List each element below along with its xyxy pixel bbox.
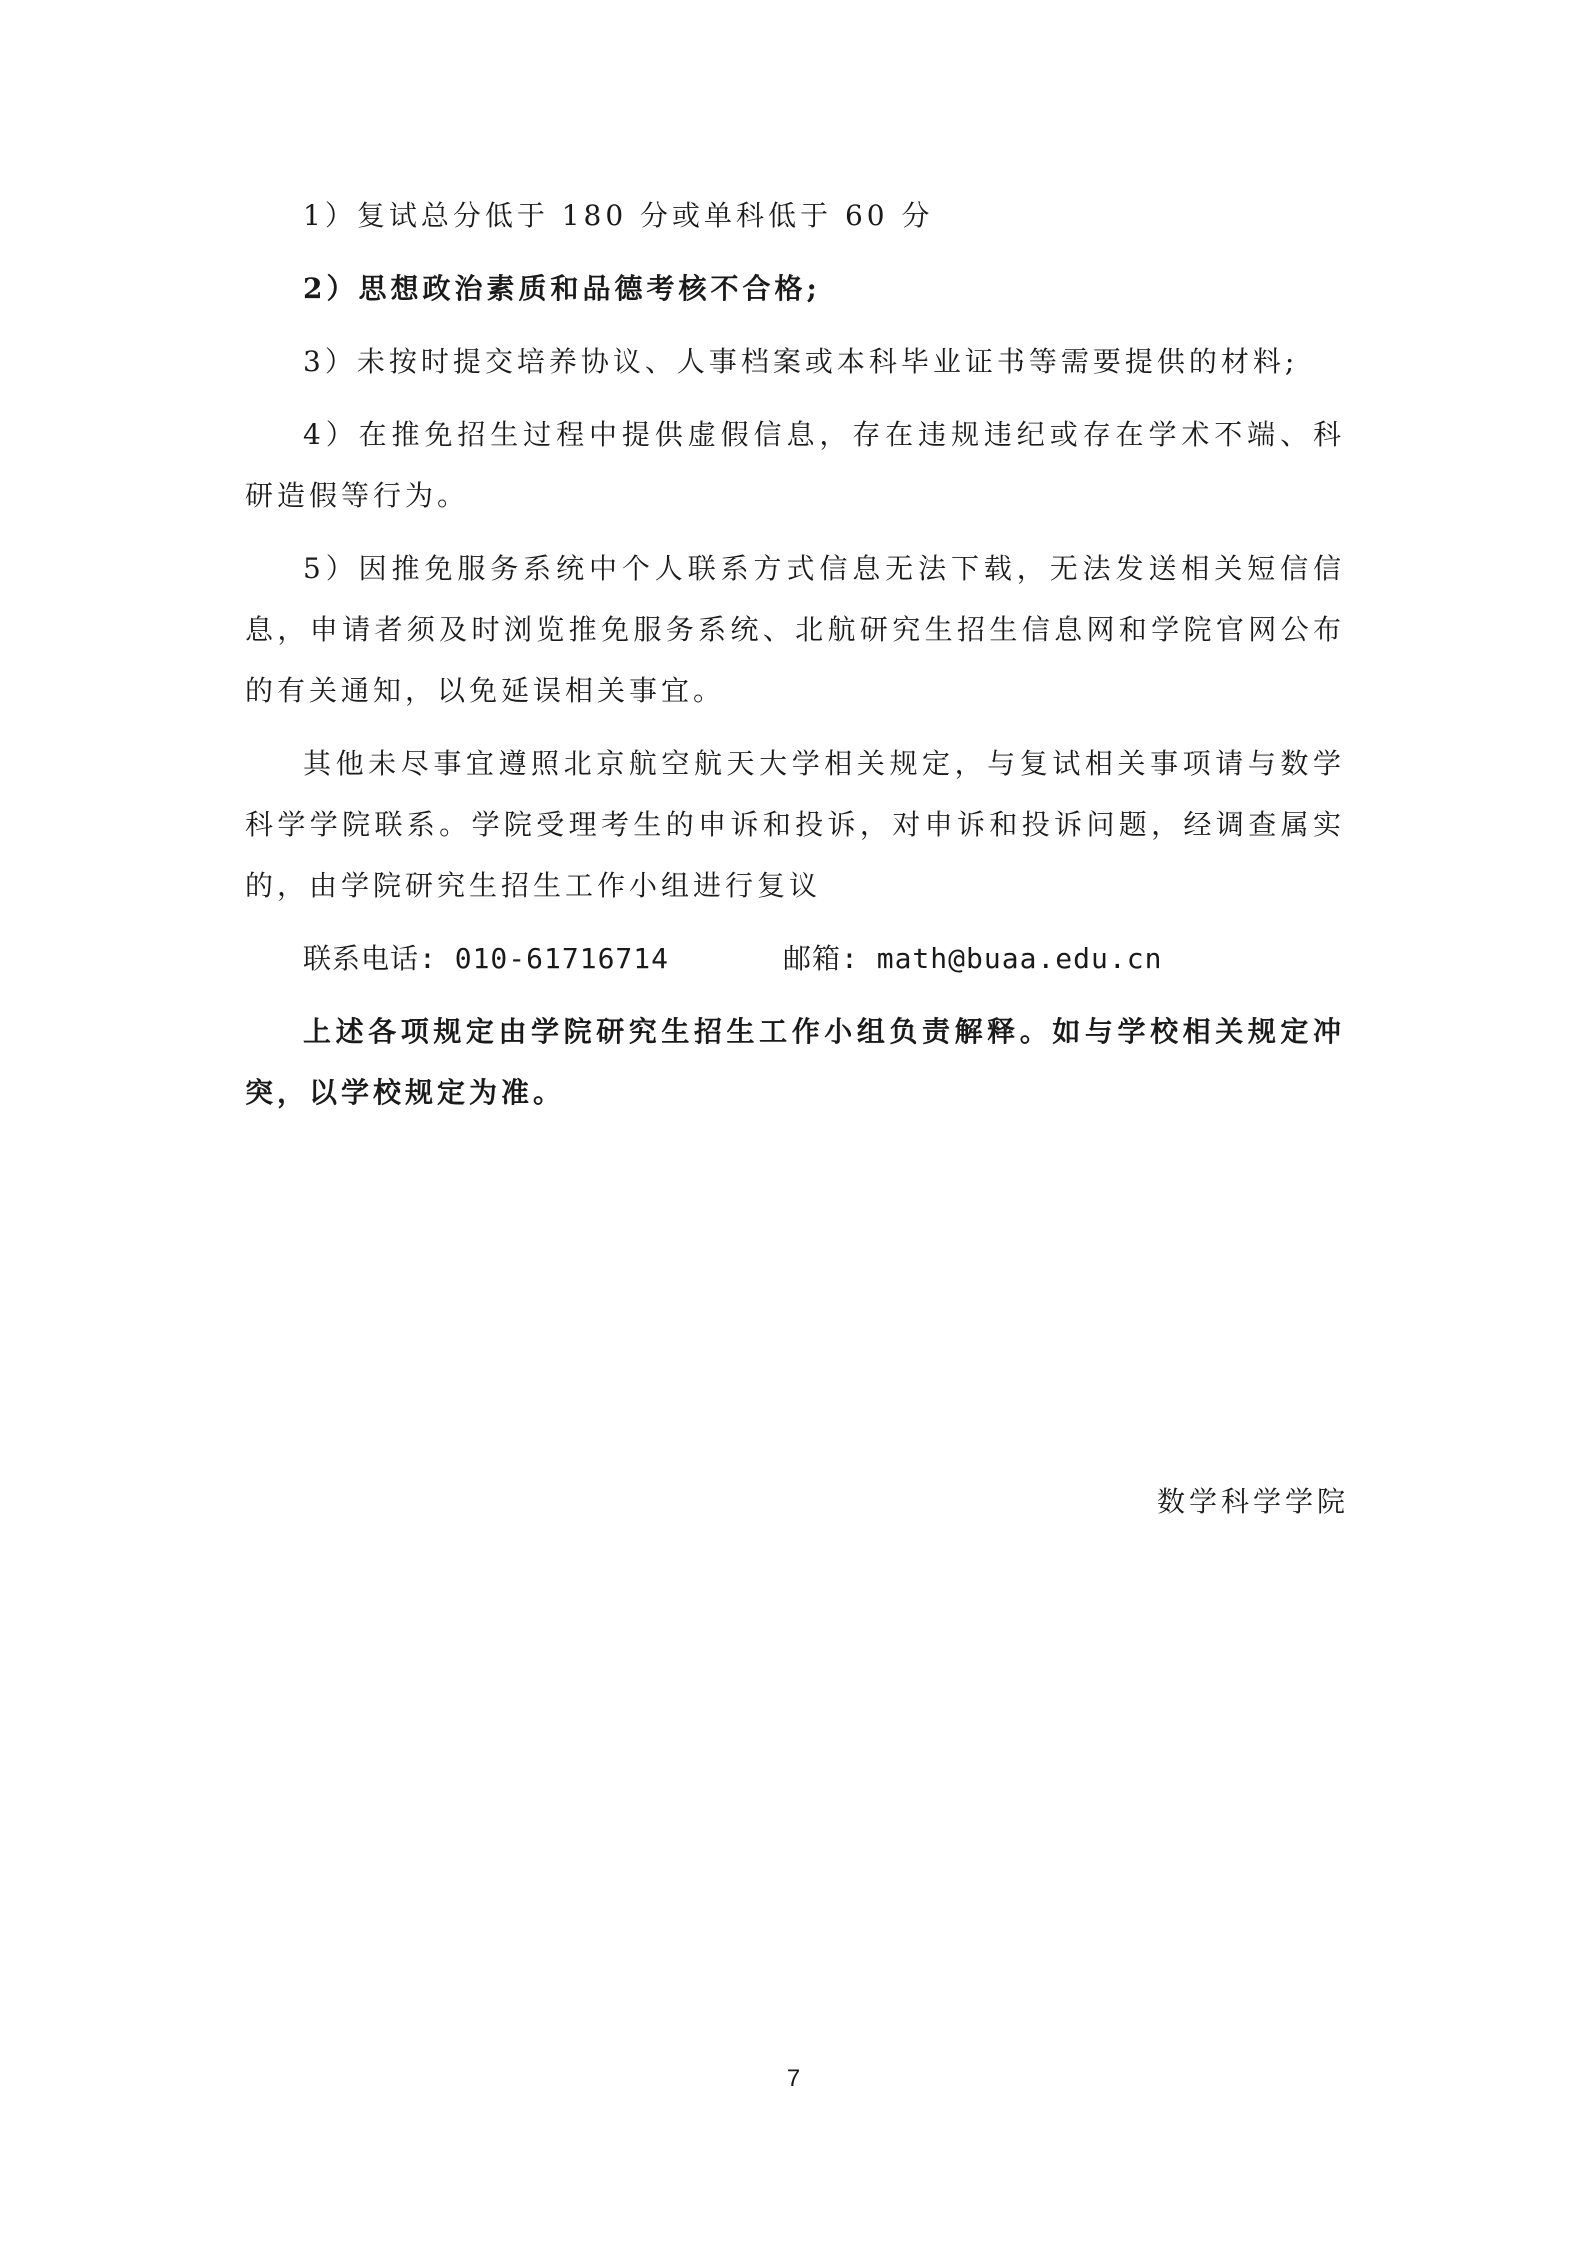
item-5: 5）因推免服务系统中个人联系方式信息无法下载，无法发送相关短信信息，申请者须及时浏览推免服务系统、北航研究生招生信息网和学院官网公布的有关通知，以免延误相关事宜。: [245, 552, 1345, 707]
signature: 数学科学学院: [1156, 1485, 1349, 1518]
contact-line: [245, 928, 1345, 989]
final-note-paragraph: 上述各项规定由学院研究生招生工作小组负责解释。如与学校相关规定冲突，以学校规定为准。: [245, 1015, 1345, 1109]
contact-email: 邮箱: math@buaa.edu.cn: [783, 942, 1163, 975]
item-1: 1）复试总分低于 180 分或单科低于 60 分: [303, 199, 934, 232]
page-number: 7: [786, 2065, 801, 2092]
contact-phone: 联系电话: 010-61716714: [303, 942, 670, 975]
document-body: [245, 185, 1345, 1135]
item-3: 3）未按时提交培养协议、人事档案或本科毕业证书等需要提供的材料;: [303, 345, 1299, 378]
item-4: 4）在推免招生过程中提供虚假信息，存在违规违纪或存在学术不端、科研造假等行为。: [245, 418, 1345, 512]
other-matters-paragraph: 其他未尽事宜遵照北京航空航天大学相关规定，与复试相关事项请与数学科学学院联系。学院受理考生的申诉和投诉，对申诉和投诉问题，经调查属实的，由学院研究生招生工作小组进行复议: [245, 747, 1345, 902]
item-2: 2）思想政治素质和品德考核不合格;: [303, 272, 821, 305]
